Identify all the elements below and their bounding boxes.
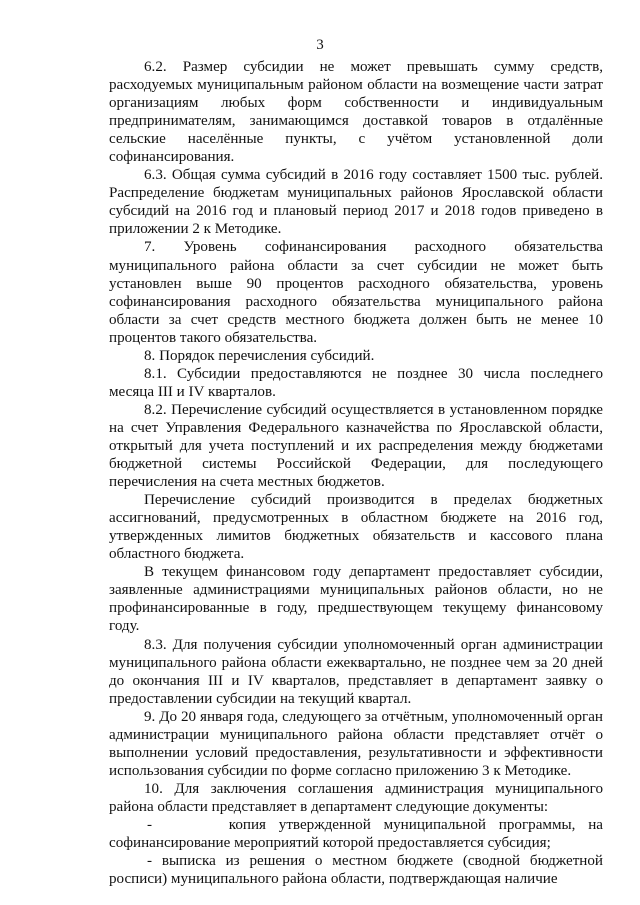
paragraph-8-2: 8.2. Перечисление субсидий осуществляется в установленном порядке на счет Управления Федерального казначейства по Ярославской области, открытый для учета поступлений и их распределения между бюджетами бюджетной системы Российской Федерации, для последующего перечисления на счета местных бюджетов.: [109, 401, 603, 491]
paragraph-transfer-limits: Перечисление субсидий производится в пределах бюджетных ассигнований, предусмотренных в областном бюджете на 2016 год, утвержденных лимитов бюджетных обязательств и кассового плана областного бюджета.: [109, 492, 603, 563]
document-body: [109, 58, 603, 888]
list-item-budget-extract: - выписка из решения о местном бюджете (сводной бюджетной росписи) муниципального района области, подтверждающая наличие: [109, 853, 603, 888]
paragraph-7: 7. Уровень софинансирования расходного обязательства муниципального района области за счет субсидии не может быть установлен выше 90 процентов расходного обязательства, уровень софинансирования расходного обязательства муниципального района области за счет средств местного бюджета должен быть не менее 10 процентов такого обязательства.: [109, 239, 603, 346]
page-number: 3: [316, 37, 324, 53]
paragraph-6-2: 6.2. Размер субсидии не может превышать сумму средств, расходуемых муниципальным районом области на возмещение части затрат организациям любых форм собственности и индивидуальным предпринимателям, занимающимся доставкой товаров в отдалённые сельские населённые пункты, с учётом установленной доли софинансирования.: [109, 59, 603, 166]
paragraph-current-year: В текущем финансовом году департамент предоставляет субсидии, заявленные администрациями муниципальных районов области, но не профинансированные в году, предшествующем текущему финансовому году.: [109, 564, 603, 635]
paragraph-8-3: 8.3. Для получения субсидии уполномоченный орган администрации муниципального района области ежеквартально, не позднее чем за 20 дней до окончания III и IV кварталов, представляет в департамент заявку о предоставлении субсидии на текущий квартал.: [109, 636, 603, 707]
paragraph-9: 9. До 20 января года, следующего за отчётным, уполномоченный орган администрации муниципального района области представляет отчёт о выполнении условий предоставления, результативности и эффективности использования субсидии по форме согласно приложению 3 к Методике.: [109, 708, 603, 779]
paragraph-6-3: 6.3. Общая сумма субсидий в 2016 году составляет 1500 тыс. рублей. Распределение бюджетам муниципальных районов Ярославской области субсидий на 2016 год и плановый период 2017 и 2018 годов приведено в приложении 2 к Методике.: [109, 167, 603, 238]
paragraph-8-1: 8.1. Субсидии предоставляются не позднее 30 числа последнего месяца III и IV кварталов.: [109, 365, 603, 400]
paragraph-10: 10. Для заключения соглашения администрация муниципального района области представляет в департамент следующие документы:: [109, 780, 603, 815]
list-item-program-copy: - копия утвержденной муниципальной программы, на софинансирование мероприятий которой предоставляется субсидия;: [109, 816, 603, 852]
section-heading-8: 8. Порядок перечисления субсидий.: [144, 347, 375, 364]
